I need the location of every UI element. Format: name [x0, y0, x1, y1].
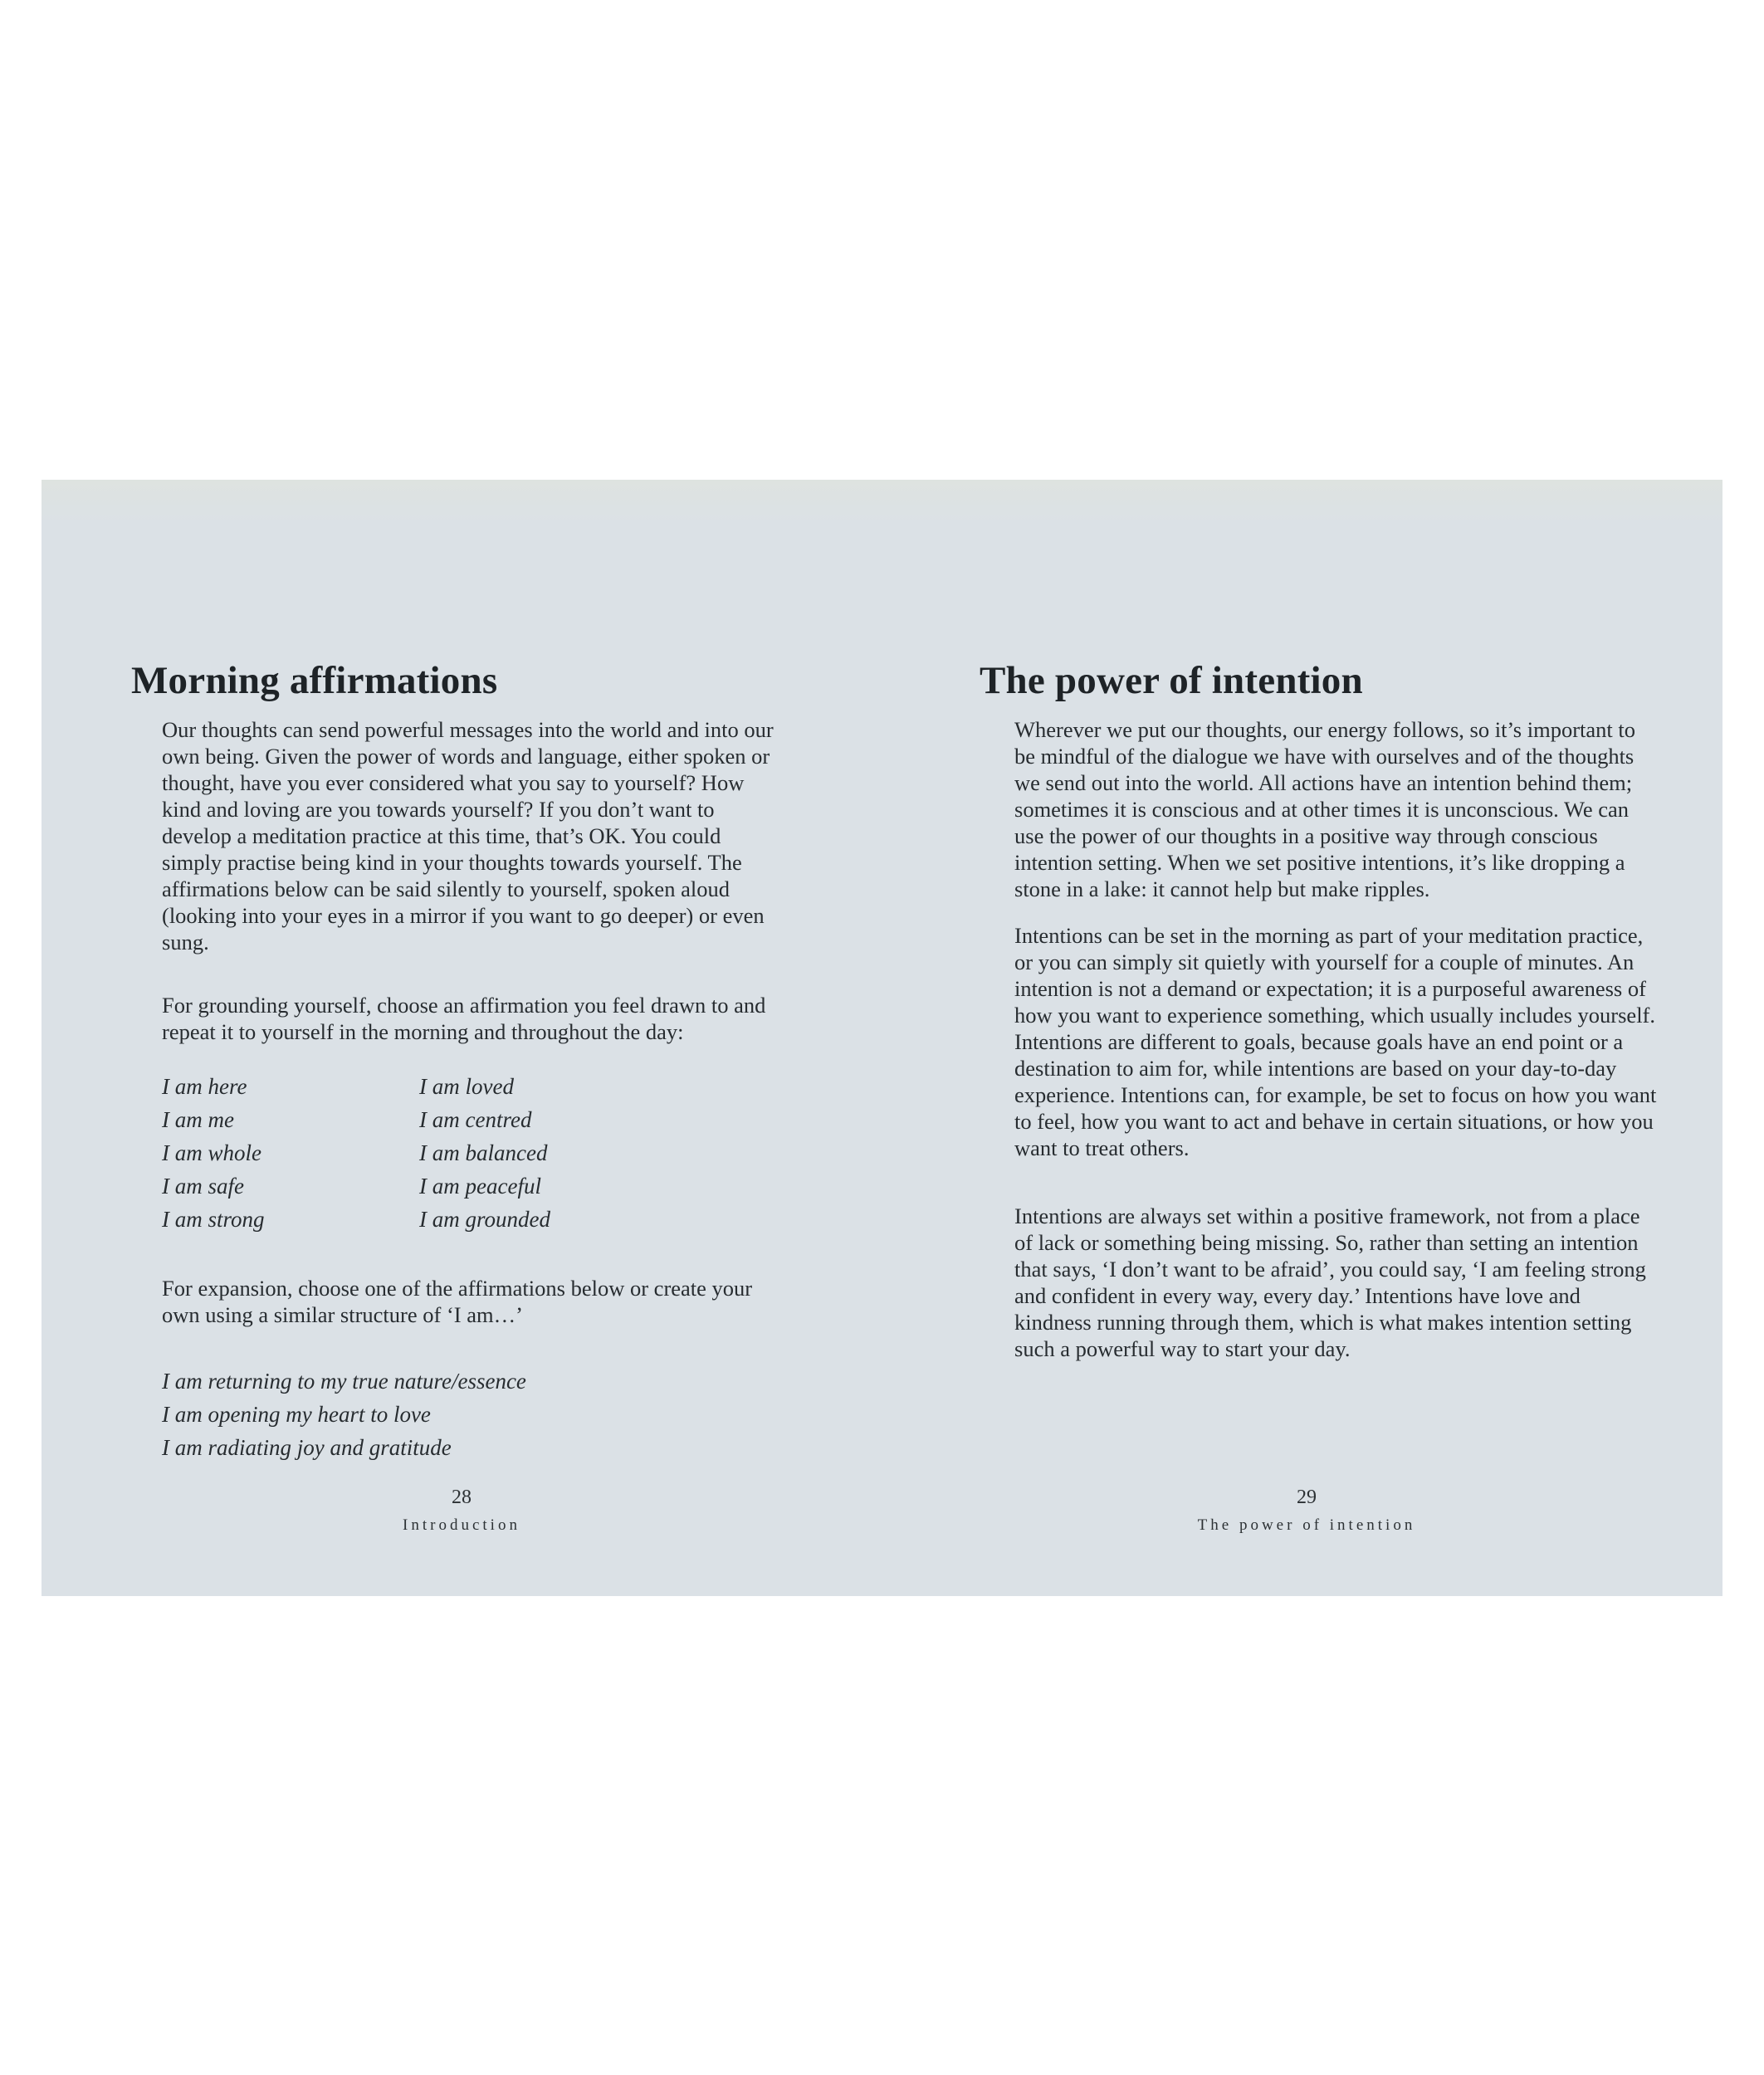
affirmation-item: I am radiating joy and gratitude [162, 1435, 452, 1460]
affirmation-item: I am returning to my true nature/essence [162, 1369, 526, 1394]
right-page-title: The power of intention [980, 659, 1363, 703]
left-page-body [162, 716, 786, 1464]
left-footer-label: Introduction [403, 1516, 520, 1534]
affirmation-item: I am strong [162, 1207, 265, 1232]
left-paragraph-1: Our thoughts can send powerful messages into the world and into our own being. Given the power of words and language, either spoken or thought, have you ever considered what you say to yourself? How kind and loving are you towards yourself? If you don’t want to develop a meditation practice at this time, that’s OK. You could simply practise being kind in your thoughts towards yourself. The affirmations below can be said silently to yourself, spoken aloud (looking into your eyes in a mirror if you want to go deeper) or even sung. [162, 717, 774, 954]
affirmation-item: I am safe [162, 1174, 244, 1199]
affirmation-item: I am grounded [419, 1207, 550, 1232]
right-paragraph-1: Wherever we put our thoughts, our energy follows, so it’s important to be mindful of the dialogue we have with ourselves and of the thoughts we send out into the world. All actions have an intention behind them; sometimes it is conscious and at other times it is unconscious. We can use the power of our thoughts in a positive way through conscious intention setting. When we set positive intentions, it’s like dropping a stone in a lake: it cannot help but make ripples. [1014, 717, 1636, 901]
affirmation-item: I am opening my heart to love [162, 1402, 431, 1427]
affirmation-item: I am loved [419, 1074, 514, 1099]
expansion-affirmations-list [162, 1365, 786, 1464]
left-page-number: 28 [452, 1487, 472, 1508]
expansion-intro-paragraph: For expansion, choose one of the affirmations below or create your own using a similar structure of ‘I am…’ [162, 1276, 753, 1327]
affirmation-item: I am here [162, 1074, 247, 1099]
left-page-footer [279, 1487, 644, 1545]
right-page-footer [1124, 1487, 1489, 1545]
left-paragraph-2: For grounding yourself, choose an affirmation you feel drawn to and repeat it to yourself in the morning and throughout the day: [162, 993, 766, 1044]
right-paragraph-3: Intentions are always set within a positive framework, not from a place of lack or something being missing. So, rather than setting an intention that says, ‘I don’t want to be afraid’, you could say, ‘I am feeling strong and confident in every way, every day.’ Intentions have love and kindness running through them, which is what makes intention setting such a powerful way to start your day. [1014, 1204, 1646, 1361]
right-paragraph-2: Intentions can be set in the morning as part of your meditation practice, or you can simply sit quietly with yourself for a couple of minutes. An intention is not a demand or expectation; it is a purposeful awareness of how you want to experience something, which usually includes yourself. Intentions are different to goals, because goals have an end point or a destination to aim for, while intentions are based on your day-to-day experience. Intentions can, for example, be set to focus on how you want to feel, how you want to act and behave in certain situations, or how you want to treat others. [1014, 923, 1657, 1160]
affirmation-item: I am balanced [419, 1140, 548, 1165]
affirmation-item: I am whole [162, 1140, 261, 1165]
affirmation-item: I am peaceful [419, 1174, 541, 1199]
grounding-affirmations-list [162, 1070, 786, 1236]
affirmation-item: I am centred [419, 1107, 532, 1132]
affirmation-item: I am me [162, 1107, 234, 1132]
right-page-body [1014, 716, 1660, 1362]
left-page-title: Morning affirmations [131, 659, 498, 703]
right-page-number: 29 [1297, 1487, 1317, 1508]
right-footer-label: The power of intention [1197, 1516, 1416, 1534]
